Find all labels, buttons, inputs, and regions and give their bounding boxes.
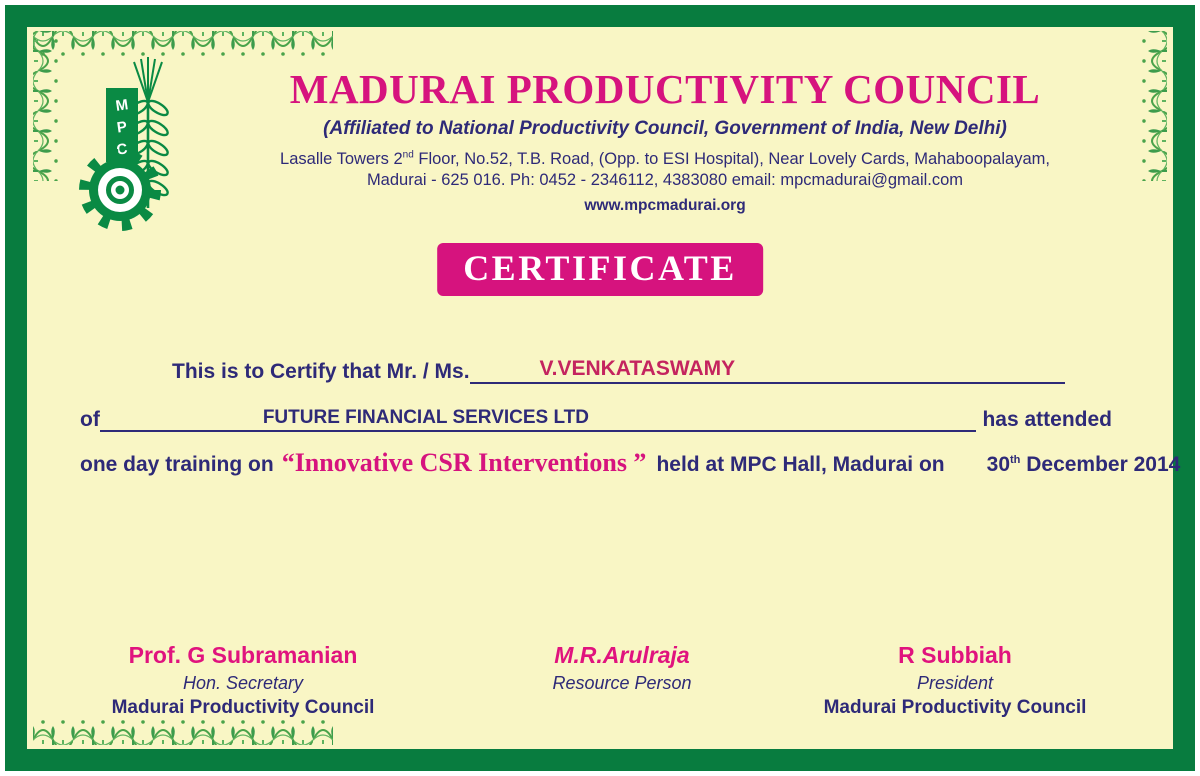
of-label: of [80, 408, 100, 431]
has-attended-label: has attended [982, 408, 1112, 431]
signatory-name: R Subbiah [898, 642, 1012, 668]
organization-name: FUTURE FINANCIAL SERVICES LTD [262, 407, 590, 428]
address-line1: Lasalle Towers 2nd Floor, No.52, T.B. Road, (Opp. to ESI Hospital), Near Lovely Cards, Mahaboopalayam, [280, 149, 1050, 168]
mpc-logo [76, 56, 208, 234]
training-topic: “Innovative CSR Interventions ” [281, 448, 647, 477]
training-prefix: one day training on [80, 453, 274, 476]
training-line [80, 448, 1181, 478]
svg-text:P: P [115, 118, 129, 137]
training-venue: held at MPC Hall, Madurai on [656, 453, 945, 476]
training-date: 30th December 2014 [986, 453, 1181, 476]
svg-text:M: M [114, 96, 130, 115]
signatory-name: Prof. G Subramanian [128, 642, 358, 668]
signatory-title: President [916, 673, 994, 694]
address-line2: Madurai - 625 016. Ph: 0452 - 2346112, 4383080 email: mpcmadurai@gmail.com [366, 171, 964, 190]
header [205, 68, 1125, 215]
gear-icon [85, 155, 155, 225]
signature-resource-person [472, 640, 772, 695]
signatory-title: Hon. Secretary [182, 673, 304, 694]
ornament-border-left [33, 31, 63, 181]
affiliation-line: (Affiliated to National Productivity Council, Government of India, New Delhi) [323, 118, 1007, 140]
ornament-border-right [1137, 31, 1167, 181]
website-url: www.mpcmadurai.org [584, 197, 746, 215]
signature-president [790, 640, 1120, 721]
certificate-banner: CERTIFICATE [437, 243, 763, 296]
participant-name-field [470, 357, 1065, 384]
participant-name: V.VENKATASWAMY [539, 357, 736, 380]
signatory-title: Resource Person [552, 673, 692, 694]
svg-text:C: C [115, 140, 129, 159]
certify-prefix: This is to Certify that Mr. / Ms. [172, 360, 470, 383]
organization-field [100, 407, 977, 432]
address-block [205, 148, 1125, 192]
signatory-org: Madurai Productivity Council [111, 697, 375, 719]
signatory-name: M.R.Arulraja [554, 642, 690, 668]
organization-line [80, 407, 1112, 432]
signature-secretary [78, 640, 408, 721]
signatory-org: Madurai Productivity Council [823, 697, 1087, 719]
page-title: MADURAI PRODUCTIVITY COUNCIL [289, 66, 1041, 112]
certify-line [172, 357, 1065, 384]
